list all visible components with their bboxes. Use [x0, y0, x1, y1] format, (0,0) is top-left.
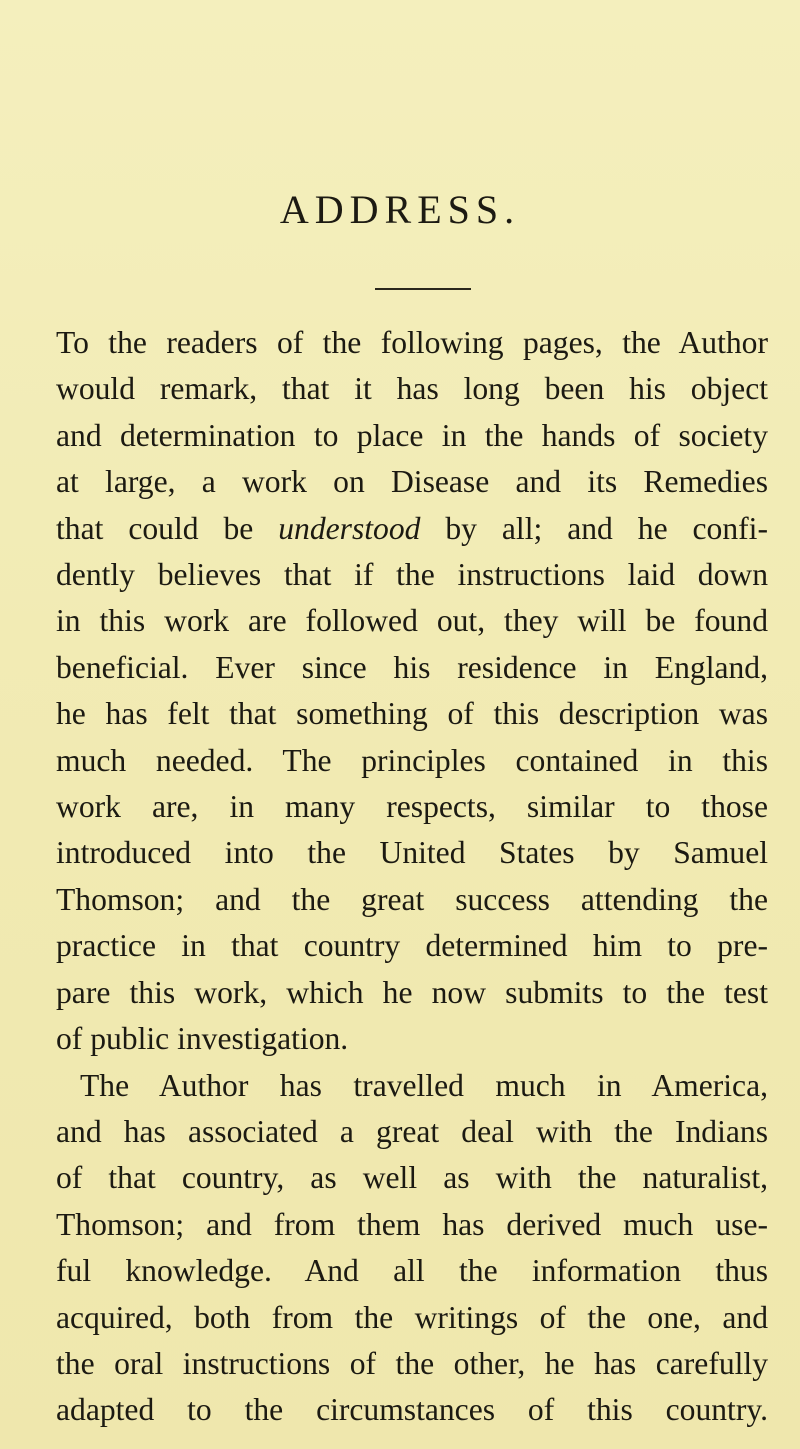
- text-line: Thomson; and the great success attending the: [56, 881, 768, 917]
- text-line: introduced into the United States by Samuel: [56, 835, 768, 871]
- text-line: in this work are followed out, they will be found: [56, 603, 768, 639]
- text-segment: by all; and he confi-: [420, 510, 768, 546]
- text-line: The Author has travelled much in America,: [80, 1067, 768, 1103]
- text-line: of public investigation.: [56, 1021, 349, 1057]
- text-line: Thomson; and from them has derived much use-: [56, 1206, 768, 1242]
- text-line: ful knowledge. And all the information thus: [56, 1253, 768, 1289]
- emphasized-word: understood: [278, 510, 421, 546]
- page-title: ADDRESS.: [279, 187, 521, 232]
- text-line: practice in that country determined him to pre-: [56, 928, 768, 964]
- text-line: [56, 506, 768, 552]
- text-line: he has felt that something of this description was: [56, 696, 768, 732]
- text-line: beneficial. Ever since his residence in England,: [56, 649, 768, 685]
- text-line: would remark, that it has long been his object: [56, 371, 768, 407]
- text-line: at large, a work on Disease and its Remedies: [56, 464, 768, 500]
- text-line: work are, in many respects, similar to those: [56, 789, 768, 825]
- text-line: acquired, both from the writings of the one, and: [56, 1299, 768, 1335]
- text-line: and determination to place in the hands of society: [56, 417, 768, 453]
- text-segment: that could be: [56, 510, 279, 546]
- text-line: of that country, as well as with the naturalist,: [56, 1160, 768, 1196]
- text-line: adapted to the circumstances of this country.: [56, 1392, 768, 1428]
- text-line: dently believes that if the instructions laid down: [56, 557, 768, 593]
- title-divider: [375, 288, 471, 290]
- text-line: To the readers of the following pages, the Author: [56, 325, 768, 360]
- text-line: pare this work, which he now submits to the test: [56, 974, 768, 1010]
- text-line: much needed. The principles contained in this: [56, 742, 768, 778]
- text-line: and has associated a great deal with the Indians: [56, 1113, 768, 1149]
- body-text: [56, 320, 768, 1434]
- text-line: the oral instructions of the other, he has carefully: [56, 1345, 768, 1381]
